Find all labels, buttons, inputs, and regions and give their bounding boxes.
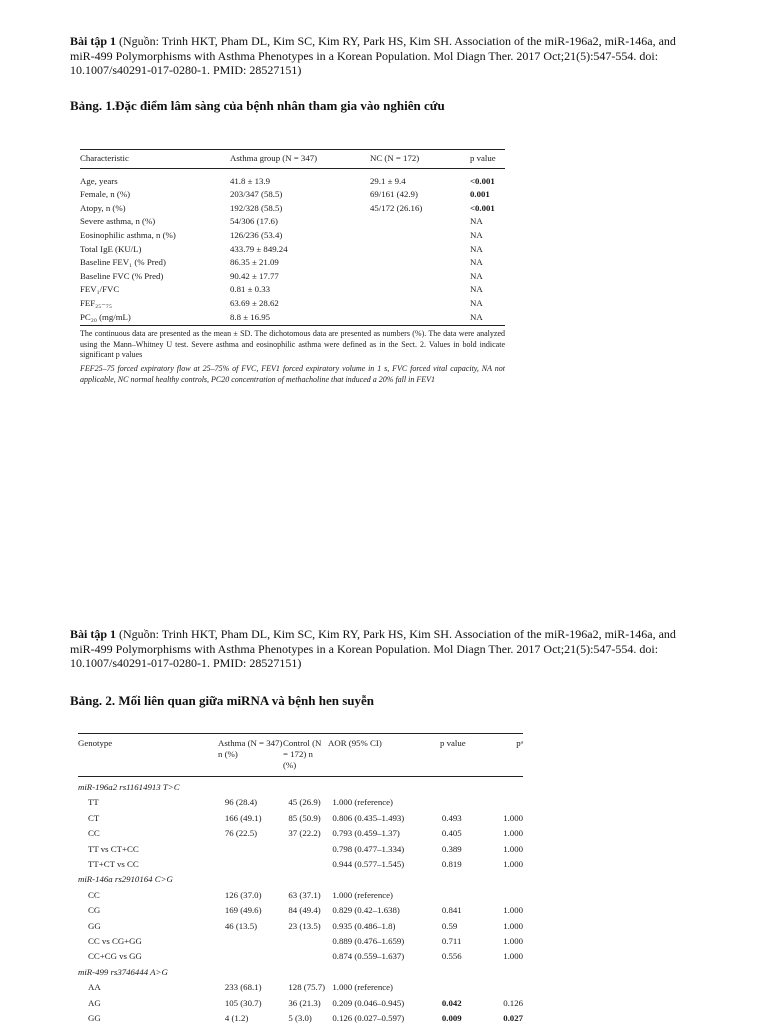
table-cell [225, 949, 289, 964]
table-cell: 0.027 [503, 1013, 523, 1024]
table-cell: NA [470, 257, 483, 268]
table-cell [225, 842, 289, 857]
table-cell: 0.81 ± 0.33 [230, 284, 271, 295]
table-cell: 5 (3.0) [288, 1013, 312, 1024]
table-cell: 0.042 [441, 997, 462, 1008]
table-1-header-cell: p value [470, 153, 496, 163]
exercise-1-title: Bài tập 1 [70, 34, 117, 48]
table-row [80, 243, 505, 257]
table-cell: 0.493 [441, 812, 462, 823]
table-cell: <0.001 [470, 175, 495, 186]
table-2-body [78, 777, 523, 1027]
table-cell: Eosinophilic asthma, n (%) [80, 229, 176, 240]
exercise-1-source [70, 34, 700, 78]
table-cell: Severe asthma, n (%) [80, 216, 156, 227]
table-cell: 0.889 (0.476–1.659) [332, 936, 405, 947]
table-cell: 203/347 (58.5) [230, 189, 283, 200]
table-cell [370, 243, 470, 257]
table-cell: CC [88, 889, 100, 900]
table-cell [442, 980, 481, 995]
table-cell: NA [470, 270, 483, 281]
table-cell: 1.000 [503, 859, 523, 870]
table-row [78, 980, 523, 995]
table-cell [481, 795, 523, 810]
table-1-header-row [80, 150, 505, 168]
table-cell: 29.1 ± 9.4 [370, 175, 406, 186]
table-cell: 0.819 [441, 859, 462, 870]
table-cell: 0.59 [441, 920, 458, 931]
table-cell: Baseline FVC (% Pred) [80, 270, 164, 281]
table-cell: CT [88, 812, 100, 823]
table-row [80, 175, 505, 189]
table-cell: 0.405 [441, 828, 462, 839]
table-cell: 0.806 (0.435–1.493) [332, 812, 405, 823]
table-cell [370, 283, 470, 297]
table-cell: 1.000 [503, 843, 523, 854]
table-cell: 0.126 (0.027–0.597) [332, 1013, 405, 1024]
table-cell: 126 (37.0) [224, 889, 262, 900]
table-cell: 63.69 ± 28.62 [230, 297, 279, 308]
table-cell: 0.711 [441, 936, 462, 947]
table-1 [80, 149, 505, 385]
table-cell: FEF₂₅₋₇₅ [80, 297, 113, 308]
table-row [78, 949, 523, 964]
table-cell: 0.001 [470, 189, 490, 200]
table-row [78, 842, 523, 857]
table-cell [481, 980, 523, 995]
table-cell: 1.000 [503, 828, 523, 839]
table-cell: Female, n (%) [80, 189, 131, 200]
table-cell: 1.000 [503, 905, 523, 916]
table-cell: 46 (13.5) [224, 920, 258, 931]
table-cell [225, 857, 289, 872]
table-cell: AA [88, 982, 101, 993]
table-cell: 36 (21.3) [288, 997, 321, 1008]
table-group-label: miR-499 rs3746444 A>G [78, 966, 168, 977]
table-cell: TT vs CT+CC [88, 843, 139, 854]
table-row [80, 215, 505, 229]
table-cell: 192/328 (58.5) [230, 202, 283, 213]
exercise-2-source [70, 627, 700, 671]
table-cell: 63 (37.1) [288, 889, 321, 900]
table-cell: NA [470, 243, 483, 254]
table-1-header-cell: NC (N = 172) [370, 153, 420, 163]
table-cell [288, 857, 332, 872]
table-cell: 69/161 (42.9) [370, 189, 418, 200]
table-row [80, 256, 505, 270]
table-cell: 45 (26.9) [288, 797, 321, 808]
table-row [80, 283, 505, 297]
table-cell: 1.000 (reference) [332, 797, 393, 808]
table-cell: 45/172 (26.16) [370, 202, 423, 213]
table-cell: 0.829 (0.42–1.638) [332, 905, 400, 916]
table-cell: 96 (28.4) [224, 797, 258, 808]
table-cell: NA [470, 229, 483, 240]
table-1-header-cell: Asthma group (N = 347) [230, 153, 318, 163]
exercise-2-section [70, 627, 700, 708]
table-row [78, 934, 523, 949]
table-row [78, 795, 523, 810]
table-row [80, 229, 505, 243]
table-row [78, 996, 523, 1011]
table-cell: 169 (49.6) [224, 905, 262, 916]
table-cell: 0.793 (0.459–1.37) [332, 828, 400, 839]
table-cell: Total IgE (KU/L) [80, 243, 142, 254]
exercise-2-title: Bài tập 1 [70, 627, 117, 641]
table-2-header-cell: p value [440, 738, 466, 748]
table-cell [442, 888, 481, 903]
table-cell: 0.798 (0.477–1.334) [332, 843, 405, 854]
table-cell: 1.000 [503, 812, 523, 823]
table-cell: 4 (1.2) [224, 1013, 249, 1024]
exercise-1-section [70, 34, 700, 113]
table-cell: TT+CT vs CC [88, 859, 139, 870]
table-cell: NA [470, 284, 483, 295]
table-cell: CG [88, 905, 101, 916]
exercise-1-citation: (Nguồn: Trinh HKT, Pham DL, Kim SC, Kim RY, Park HS, Kim SH. Association of the miR-196a2, miR-146a, and miR-499 Polymorphisms with Asthma Phenotypes in a Korean Population. Mol Diagn Ther. 2017 Oct;21(5):547-554. doi: 10.1007/s40291-017-0280-1. PMID: 28527151) [70, 34, 676, 77]
table-cell: NA [470, 297, 483, 308]
table-cell: 1.000 [503, 951, 523, 962]
table-cell: 8.8 ± 16.95 [230, 311, 271, 322]
table-cell: 105 (30.7) [224, 997, 262, 1008]
table-row [80, 188, 505, 202]
table-row [78, 826, 523, 841]
table-cell [442, 795, 481, 810]
table-cell: 433.79 ± 849.24 [230, 243, 288, 254]
table-cell [370, 256, 470, 270]
table-cell: GG [88, 1013, 101, 1024]
table-cell: CC vs CG+GG [88, 936, 142, 947]
table-cell: FEV₁/FVC [80, 284, 120, 295]
table-cell: GG [88, 920, 101, 931]
table-cell: 233 (68.1) [224, 982, 262, 993]
table-cell: 0.944 (0.577–1.545) [332, 859, 405, 870]
table-cell [370, 215, 470, 229]
table-cell: CC [88, 828, 100, 839]
table-cell [370, 229, 470, 243]
table-1-body [80, 169, 505, 326]
table-cell: <0.001 [470, 202, 495, 213]
table-1-title: Bảng. 1.Đặc điểm lâm sàng của bệnh nhân tham gia vào nghiên cứu [70, 98, 445, 113]
table-row [80, 202, 505, 216]
table-cell: 0.874 (0.559–1.637) [332, 951, 405, 962]
table-cell: 1.000 [503, 920, 523, 931]
table-2-header-cell: Control (N = 172) n (%) [283, 738, 322, 770]
table-1-header-cell: Characteristic [80, 153, 129, 163]
table-cell: CC+CG vs GG [88, 951, 142, 962]
table-cell: Baseline FEV₁ (% Pred) [80, 257, 166, 268]
table-cell: 126/236 (53.4) [230, 229, 283, 240]
table-cell [481, 888, 523, 903]
table-1-bottom-rule [80, 325, 505, 326]
table-cell [225, 934, 289, 949]
table-cell: 0.209 (0.046–0.945) [332, 997, 405, 1008]
table-group-label: miR-146a rs2910164 C>G [78, 874, 173, 885]
table-cell [288, 842, 332, 857]
table-cell: 1.000 (reference) [332, 982, 393, 993]
table-2-header-row [78, 734, 523, 776]
table-row [80, 297, 505, 311]
table-cell: Age, years [80, 175, 118, 186]
table-cell: 0.841 [441, 905, 462, 916]
table-cell: NA [470, 311, 483, 322]
table-2 [78, 733, 523, 1027]
table-cell: 76 (22.5) [224, 828, 258, 839]
table-cell [370, 311, 470, 325]
table-2-header-cell: pᵃ [516, 738, 523, 748]
table-cell: 1.000 (reference) [332, 889, 393, 900]
table-cell: 84 (49.4) [288, 905, 321, 916]
table-2-header-cell: Asthma (N = 347) n (%) [218, 738, 283, 759]
table-cell: 128 (75.7) [288, 982, 326, 993]
table-row [80, 270, 505, 284]
table-cell: 0.126 [503, 997, 523, 1008]
table-1-abbreviations: FEF25–75 forced expiratory flow at 25–75% of FVC, FEV1 forced expiratory volume in 1 s, FVC forced vital capacity, NA not applicable, NC normal healthy controls, PC20 concentration of methacholine that induced a 20% fall in FEV1 [80, 363, 505, 384]
table-cell: 0.935 (0.486–1.8) [332, 920, 396, 931]
table-cell: AG [88, 997, 101, 1008]
table-cell: 166 (49.1) [224, 812, 262, 823]
table-cell: 23 (13.5) [288, 920, 321, 931]
table-cell: Atopy, n (%) [80, 202, 126, 213]
table-cell: 0.556 [441, 951, 462, 962]
table-row [78, 811, 523, 826]
table-cell: 37 (22.2) [288, 828, 321, 839]
table-row [80, 311, 505, 325]
table-row [78, 857, 523, 872]
table-row [78, 888, 523, 903]
table-cell: 0.389 [441, 843, 462, 854]
table-cell [288, 934, 332, 949]
table-row [78, 1011, 523, 1026]
table-cell: 54/306 (17.6) [230, 216, 278, 227]
table-cell: 86.35 ± 21.09 [230, 257, 279, 268]
table-cell: TT [88, 797, 99, 808]
table-row [78, 919, 523, 934]
table-cell: 0.009 [441, 1013, 462, 1024]
table-cell [370, 270, 470, 284]
table-2-title: Bảng. 2. Mối liên quan giữa miRNA và bệnh hen suyễn [70, 693, 374, 708]
table-cell [288, 949, 332, 964]
table-cell: PC₂₀ (mg/mL) [80, 311, 131, 322]
table-row [78, 903, 523, 918]
table-cell: 1.000 [503, 936, 523, 947]
table-cell: 41.8 ± 13.9 [230, 175, 271, 186]
table-cell [370, 297, 470, 311]
table-2-header-cell: AOR (95% CI) [328, 738, 382, 748]
exercise-2-citation: (Nguồn: Trinh HKT, Pham DL, Kim SC, Kim RY, Park HS, Kim SH. Association of the miR-196a2, miR-146a, and miR-499 Polymorphisms with Asthma Phenotypes in a Korean Population. Mol Diagn Ther. 2017 Oct;21(5):547-554. doi: 10.1007/s40291-017-0280-1. PMID: 28527151) [70, 627, 676, 670]
table-1-note: The continuous data are presented as the mean ± SD. The dichotomous data are presented as numbers (%). The data were analyzed using the Mann–Whitney U test. Severe asthma and eosinophilic asthma were defined as in the Sect. 2. Values in bold indicate significant p values [80, 329, 505, 360]
table-cell: 90.42 ± 17.77 [230, 270, 279, 281]
table-2-header-cell: Genotype [78, 738, 113, 748]
table-group-label: miR-196a2 rs11614913 T>C [78, 782, 180, 792]
table-cell: 85 (50.9) [288, 812, 321, 823]
table-cell: NA [470, 216, 483, 227]
